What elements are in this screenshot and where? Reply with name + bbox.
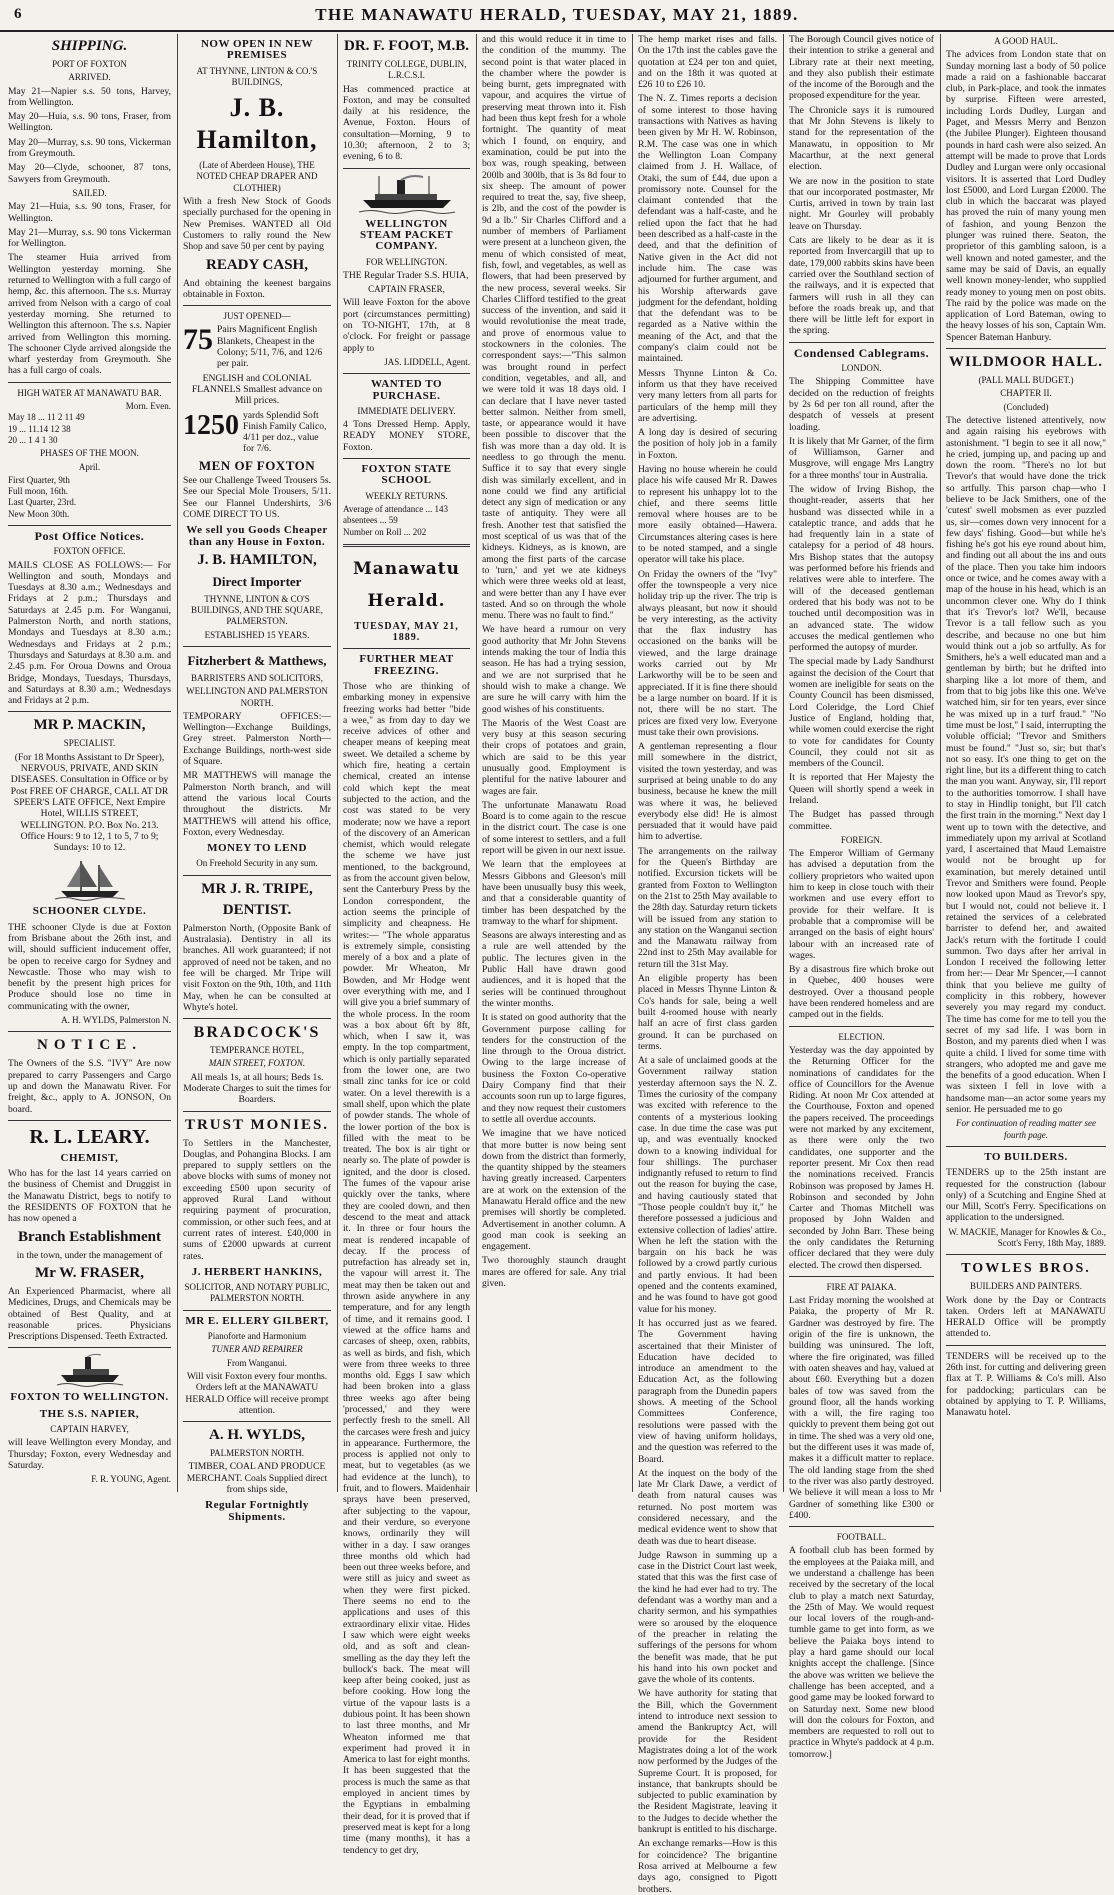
wylds-sub: PALMERSTON NORTH. bbox=[210, 1448, 304, 1459]
news-paragraph: The arrangements on the railway for the Queen's Birthday are notified. Excursion tickets will be granted from Foxton to Wellington on the 21st to 25th May available to the 28th day. Saturday return tickets will be issued from any station to any station on the Wanganui section and the Manawatu railway from 22nd inst to 25th May available for return till the 31st May. bbox=[638, 845, 777, 970]
column-7 bbox=[946, 34, 1106, 1492]
fitzherbert-sub: BARRISTERS AND SOLICITORS, bbox=[190, 672, 324, 683]
shipping-note: The steamer Huia arrived from Wellington yesterday morning. She returned to Wellington with a full cargo of hemp, &c. this afternoon. The s.s. Murray arrived from Nelson with a cargo of coal yesterday morning. She returned to Wellington this afternoon. The s.s. Napier arrived from Wellington this morning. The schooner Clyde arrived alongside the wharf yesterday from Greymouth. She has a full cargo of coals. bbox=[8, 252, 171, 377]
hankins-sub: SOLICITOR, AND NOTARY PUBLIC, PALMERSTON NORTH. bbox=[184, 1282, 330, 1304]
football-heading: FOOTBALL. bbox=[836, 1532, 887, 1543]
cable-paragraph: The widow of Irving Bishop, the thought-reader, asserts that her husband was dissected while in a cataleptic trance, and adds that he had frequently lain in a state of catalepsy for a period of 48 hours. Mrs Bishop states that the autopsy was performed before his friends and relatives were able to interfere. The will of the deceased gentleman ordered that his body was not to be touched until decomposition was in an advanced state. The widow accuses the medical gentlemen who performed the autopsy of murder. bbox=[789, 483, 934, 654]
news-paragraph: A gentleman representing a flour mill somewhere in the district, visited the town yesterday, and was surprised at being unable to do any business, because he knew the mill was where it was, he believed everybody else did! He is almost persuaded that it would have paid him to advertise. bbox=[638, 741, 777, 843]
hamilton-name: J. B. Hamilton, bbox=[196, 93, 318, 155]
steamer-icon bbox=[57, 1353, 123, 1387]
cable-paragraph: It is likely that Mr Garner, of the firm of Williamson, Garner and Musgrove, will engage Mrs Langtry for a three months' tour in Australia. bbox=[789, 435, 934, 481]
high-water-heading: HIGH WATER AT MANAWATU BAR. bbox=[17, 387, 162, 398]
school-heading: FOXTON STATE SCHOOL bbox=[361, 463, 452, 487]
builders-heading: TO BUILDERS. bbox=[984, 1150, 1068, 1163]
gilbert-tuner: TUNER AND REPAIRER bbox=[211, 1344, 303, 1355]
bradcock-text: All meals 1s, at all hours; Beds 1s. Moderate Charges to suit the times for Boarders. bbox=[183, 1071, 331, 1106]
arrival-line: May 20—Huia, s.s. 90 tons, Fraser, from Wellington. bbox=[8, 111, 171, 134]
herald-dateline: TUESDAY, MAY 21, 1889. bbox=[354, 620, 459, 644]
post-office-heading: Post Office Notices. bbox=[34, 528, 145, 543]
wylds-text: TIMBER, COAL AND PRODUCE MERCHANT. Coals Supplied direct from ships side, bbox=[186, 1461, 328, 1496]
open-heading: NOW OPEN IN NEW PREMISES bbox=[200, 38, 314, 62]
meat-article-cont: and this would reduce it in time to the condition of the mummy. The second point is that water placed in the chamber where the powder is being burnt, gets impregnated with vapour, and acquires the virtue of preserving meat thrown into it. Fish had been thus kept fresh for a whole fortnight. The quantity of meat which I found, on enquiry, and examination, could be put into the box was, rough speaking, between 200lb and 300lb, that is 3s 8d four to six sheep. The amount of power required to treat the, say, five sheep, is 2lb, and the cost of the powder is 9d a lb." Sir Charles Clifford and a number of members of Parliament were present at a luncheon given, the menu of which consisted of meat, fish, fowl, and vegetables, as well as flowers, that had been preserved by the new process, several weeks. Sir Charles Clifford testified to the great success of the invention, and said it would revolutionise the meat trade, and prove of enormous value to stockowners in the colonies. The correspondent says:—"This salmon was brought round in perfect condition, vegetables, and all, and we were told it was 18 days old. I can declare that I have never tasted better salmon. Neither from smell, taste, or appearance would it have been possible to discover that the fish was more than a day old. It is needless to go through the menu. Suffice it to say that every single dish was similarly excellent, and in none could we find any artificial detect any sign of medication or any taste of antiquity. They were all fresh. Another test that satisfied the most sceptical of us was that of the kidneys. Kidneys, as is known, are among the first parts of the carcase to 'turn,' and yet we ate kidneys which were three weeks old at least, and were better than any I have ever tasted. And so on through the whole menu. There was no fault to find." bbox=[482, 34, 626, 622]
news-paragraph: Judge Rawson in summing up a case in the District Court last week, stated that this was the first case of the kind he had ever had to try. The defendant was a worthy man and a charity sermon, and his sympathies were so aroused by the eloquence of the preacher in relating the sufferings of the persons for whom the benefit was made, that he put his hand into his own pocket and gave the whole of its contents. bbox=[638, 1549, 777, 1686]
men-heading: MEN OF FOXTON bbox=[198, 457, 316, 473]
news-paragraph: The Maoris of the West Coast are very busy at this season securing their crops of potatoes and grain, which are said to be this year unusually good. Employment is plentiful for the native labourer and wages are fair. bbox=[482, 717, 626, 797]
cable-paragraph: By a disastrous fire which broke out in Quebec, 400 houses were destroyed. Over a thousand people have been rendered homeless and are camped out in the fields. bbox=[789, 964, 934, 1021]
divider bbox=[946, 348, 1106, 349]
napier-signature: F. R. YOUNG, Agent. bbox=[91, 1474, 171, 1485]
mackin-name: MR P. MACKIN, bbox=[33, 717, 146, 734]
gilbert-name: MR E. ELLERY GILBERT, bbox=[185, 1314, 329, 1327]
leary-text: Who has for the last 14 years carried on the business of Chemist and Druggist in the Manawatu District, begs to notify to the RESIDENTS OF FOXTON that he has now opened a bbox=[8, 1168, 171, 1225]
news-paragraph: Two thoroughly staunch draught mares are offered for sale. Any trial given. bbox=[482, 1255, 626, 1290]
wsp-for: FOR WELLINGTON. bbox=[365, 256, 448, 267]
blankets-text: Pairs Magnificent English Blankets, Cheapest in the Colony; 5/11, 7/6, and 12/6 per pair. bbox=[217, 324, 323, 370]
news-paragraph: Cats are likely to be dear as it is reported from Invercargill that up to date, 179,000 rabbits skins have been carried over the Southland section of the railways, and it is expected that farmers will rush in all they can before the roads break up, and that there will be little left for export in the spring. bbox=[789, 235, 934, 337]
trust-text: To Settlers in the Manchester, Douglas, and Pohangina Blocks. I am prepared to supply settlers on the above blocks with sums of money not exceeding £500 upon security of approved Rural Land without requiring payment of procuration, commission, or other such fees, and at current rates of interest. £40,000 in sums of £2000 upwards at current rates. bbox=[183, 1137, 331, 1262]
trust-heading: TRUST MONIES. bbox=[184, 1116, 330, 1133]
tenders-text: TENDERS will be received up to the 26th inst. for cutting and delivering green flax at T. P. Williams & Co's mill. Also for paddocking; particulars can be obtained by applying to T. P. Williams, Manawatu hotel. bbox=[946, 1350, 1106, 1419]
foot-text: Has commenced practice at Foxton, and may be consulted daily at his residence, the Avenue, Foxton. Hours of consultation—Morning, 9 to 10.30; afternoon, 2 to 3; evening, 6 to 8. bbox=[343, 83, 470, 163]
cablegrams-heading: Condensed Cablegrams. bbox=[793, 345, 930, 360]
napier-heading: FOXTON TO WELLINGTON. bbox=[10, 1391, 169, 1404]
column-1 bbox=[8, 34, 171, 1492]
sailing-line: May 21—Huia, s.s. 90 tons, Fraser, for Wellington. bbox=[8, 201, 171, 224]
divider bbox=[183, 1310, 331, 1311]
arrival-line: May 20—Murray, s.s. 90 tons, Vickerman from Greymouth. bbox=[8, 136, 171, 160]
moon-phase: First Quarter, 9th bbox=[8, 474, 70, 485]
sell-text: We sell you Goods Cheaper than any House in Foxton. bbox=[186, 524, 328, 548]
hamilton-address: THYNNE, LINTON & CO'S BUILDINGS, AND THE SQUARE, PALMERSTON. bbox=[190, 593, 324, 627]
column-5 bbox=[638, 34, 777, 1895]
news-paragraph: Seasons are always interesting and as a rule are well attended by the public. The lectures given in the Public Hall have drawn good audiences, and it is hoped that the series will be continued throughout the winter months. bbox=[482, 930, 626, 1009]
moon-phase: New Moon 30th. bbox=[8, 508, 70, 519]
haul-heading: A GOOD HAUL. bbox=[994, 36, 1058, 46]
news-paragraph: We learn that the employees at Messrs Gibbons and Gleeson's mill have been unusually busy this week, and that a considerable quantity of timber has been despatched by the tramway to the wharf for shipment. bbox=[482, 859, 626, 927]
divider bbox=[343, 458, 470, 459]
calico-text: yards Splendid Soft Finish Family Calico, 4/11 per doz., value for 7/6. bbox=[243, 409, 327, 455]
divider bbox=[789, 1026, 934, 1027]
clyde-heading: SCHOONER CLYDE. bbox=[32, 905, 147, 918]
men-text: See our Challenge Tweed Trousers 5s. See our Special Mole Trousers, 5/11. See our Flannel Undershirts, 3/6 COME DIRECT TO US. bbox=[183, 475, 331, 520]
herald-nameplate: Manawatu Herald. bbox=[352, 558, 461, 611]
towles-heading: TOWLES BROS. bbox=[961, 1261, 1091, 1277]
divider bbox=[343, 648, 470, 649]
divider bbox=[8, 382, 171, 383]
builders-signature: W. MACKIE, Manager for Knowles & Co., Scott's Ferry, 18th May, 1889. bbox=[948, 1226, 1106, 1248]
cable-paragraph: The special made by Lady Sandhurst against the decision of the Court that women are ineligible for seats on the County Council has been dismissed, Lord Coleridge, the Lord Chief Justice of England, holding that, while women could exercise the right to vote for candidates for County Council, they could not sit as members of the Council. bbox=[789, 656, 934, 770]
news-paragraph: We have authority for stating that the Bill, which the Government intend to introduce next session to amend the Bankruptcy Act, will provide for the Resident Magistrates doing a lot of the work now performed by the Judges of the Supreme Court. It is proposed, for instance, that bankrupts should be subjected to public examination by the Resident Magistrate, leaving it to the Judges to decide whether the bankrupt is entitled to his discharge. bbox=[638, 1688, 777, 1836]
divider bbox=[8, 1120, 171, 1121]
news-paragraph: The Borough Council gives notice of their intention to strike a general and Library rate at their next meeting, and they also publish their estimate of the income of the Borough and the proposed expenditure for the year. bbox=[789, 34, 934, 102]
clyde-signature: A. H. WYLDS, Palmerston N. bbox=[61, 1015, 171, 1026]
cable-paragraph: The Shipping Committee have decided on the reduction of freights by 2s 6d per ton all round, after the despatch of vessels at present loading. bbox=[789, 376, 934, 433]
foot-sub: TRINITY COLLEGE, DUBLIN, L.R.C.S.I. bbox=[346, 59, 467, 81]
wildmoor-concluded: (Concluded) bbox=[1003, 401, 1049, 412]
arrival-line: May 21—Napier s.s. 50 tons, Harvey, from Wellington. bbox=[8, 85, 171, 108]
news-paragraph: We imagine that we have noticed that more butter is now being sent down from the district than formerly, the quantity shipped by the steamers having greatly increased. Carpenters are at work on the extension of the Manawatu Herald office and the new premises will shortly be completed. Advertisement in another column. A good man cook is seeking an engagement. bbox=[482, 1128, 626, 1253]
column-6 bbox=[789, 34, 934, 1760]
news-paragraph: The Chronicle says it is rumoured that Mr John Stevens is likely to stand for the representation of the Manawatu, in opposition to Mr Macarthur, at the next general election. bbox=[789, 104, 934, 173]
foot-name: DR. F. FOOT, M.B. bbox=[343, 38, 469, 54]
divider bbox=[946, 1254, 1106, 1255]
wanted-sub: IMMEDIATE DELIVERY. bbox=[357, 405, 456, 416]
wsp-text: THE Regular Trader S.S. HUIA, bbox=[343, 269, 469, 281]
established-label: ESTABLISHED 15 YEARS. bbox=[204, 629, 310, 640]
tide-row: 20 ... 1 4 1 30 bbox=[8, 434, 58, 445]
money-sub: On Freehold Security in any sum. bbox=[196, 858, 318, 869]
divider bbox=[8, 711, 171, 712]
wildmoor-heading: WILDMOOR HALL. bbox=[948, 354, 1103, 371]
ivy-heading: NOTICE. bbox=[37, 1037, 142, 1054]
leary-text-3: An Experienced Pharmacist, where all Medicines, Drugs, and Chemicals may be obtained of Best Quality, and at reasonable prices. Physicians Prescriptions Dispensed. Teeth Extracted. bbox=[8, 1285, 171, 1343]
divider bbox=[183, 875, 331, 876]
hankins-name: J. HERBERT HANKINS, bbox=[191, 1265, 323, 1278]
fitzherbert-address: WELLINGTON AND PALMERSTON NORTH. bbox=[186, 686, 328, 708]
column-2 bbox=[183, 34, 331, 1523]
column-rule bbox=[783, 34, 784, 1492]
divider bbox=[183, 1421, 331, 1422]
column-rule bbox=[476, 34, 477, 1492]
calico-count: 1250 bbox=[183, 409, 239, 441]
divider bbox=[183, 305, 331, 306]
leary-text-2: in the town, under the management of bbox=[16, 1249, 163, 1261]
divider bbox=[8, 1031, 171, 1032]
cable-paragraph: The Budget has passed through committee. bbox=[789, 809, 934, 832]
column-3 bbox=[343, 34, 470, 1856]
wsp-captain: CAPTAIN FRASER, bbox=[368, 284, 445, 295]
masthead-title: THE MANAWATU HERALD, TUESDAY, MAY 21, 1889. bbox=[315, 5, 799, 24]
divider bbox=[946, 1345, 1106, 1346]
divider bbox=[8, 1347, 171, 1348]
bradcock-name: BRADCOCK'S bbox=[193, 1024, 321, 1042]
moon-phase: Last Quarter, 23rd. bbox=[8, 497, 77, 508]
towles-text: Work done by the Day or Contracts taken. Orders left at MANAWATU HERALD Office will be promptly attended to. bbox=[946, 1294, 1106, 1340]
napier-captain: CAPTAIN HARVEY, bbox=[50, 1424, 129, 1435]
ivy-text: The Owners of the S.S. "IVY" Are now prepared to carry Passengers and Cargo up and down the Manawatu River. For freight, &c., apply to A. JONSON, On board. bbox=[8, 1058, 171, 1115]
wsp-signature: JAS. LIDDELL, Agent. bbox=[384, 356, 470, 367]
open-sub: AT THYNNE, LINTON & CO.'S BUILDINGS, bbox=[196, 65, 318, 87]
column-rule bbox=[940, 34, 941, 1492]
divider bbox=[789, 342, 934, 343]
school-row: Number on Roll ... 202 bbox=[343, 526, 427, 537]
wsp-text-2: Will leave Foxton for the above port (circumstances permitting) on TO-NIGHT, 17th, at 8 o'clock. For freight or passage apply to bbox=[343, 297, 470, 354]
divider bbox=[343, 373, 470, 374]
cable-paragraph: The Emperor William of Germany has advised a deputation from the colliery proprietors who waited upon him to keep in close touch with their workmen and use every effort to provide for their welfare. It is probable that a compromise will be arranged on the basis of eight hours' labour with an increased rate of wages. bbox=[789, 848, 934, 961]
builders-text: TENDERS up to the 25th instant are requested for the construction (labour only) of a Scutching and Engine Shed at our Mill, Scott's Ferry. Specifications on application to the undersigned. bbox=[946, 1167, 1106, 1224]
news-paragraph: A long day is desired of securing the position of holy job in a family in Foxton. bbox=[638, 427, 777, 461]
election-text: Yesterday was the day appointed by the Returning Officer for the nominations of candidates for the office of Councillors for the Avenue Riding. At noon Mr Cox attended at the Courthouse, Foxton and opened the papers received. The proceedings were not marked by any excitement, as there were only the two candidates, one supporter and the reporter present. Mr Cox then read the nominations received. Francis Robinson was proposed by James H. Robinson and seconded by John Carter and Thomas Mitchell was proposed by John Walden and seconded by John Barr. These being the only candidates the Returning officer declared that they were duly elected. The crowd then dispersed. bbox=[789, 1044, 934, 1271]
bradcock-sub: TEMPERANCE HOTEL, bbox=[210, 1045, 304, 1056]
mackin-sub: SPECIALIST. bbox=[63, 738, 116, 749]
news-paragraph: Messrs Thynne Linton & Co. inform us that they have received very many letters from all parts for particulars of the hemp mill they are advertising. bbox=[638, 367, 777, 424]
news-paragraph: We are now in the position to state that our incorporated postmaster, Mr Curtis, arrived in town by train last night. Mr Gourley will probably leave on Thursday. bbox=[789, 175, 934, 232]
moon-heading: PHASES OF THE MOON. bbox=[40, 448, 139, 459]
school-row: Average of attendance ... 143 bbox=[343, 503, 449, 514]
tide-row: 19 ... 11.14 12 38 bbox=[8, 423, 71, 434]
divider bbox=[343, 168, 470, 169]
news-paragraph: It has occurred just as we feared. The Government having ascertained that their Minister of Education have decided to introduce an amendment to the Education Act, as the following paragraph from the Dunedin papers shows. A meeting of the School Committees Conference, resolutions were passed with the view of having uniform holidays, and the question was referred to the Board. bbox=[638, 1317, 777, 1465]
arrived-heading: ARRIVED. bbox=[68, 72, 111, 83]
news-paragraph: On Friday the owners of the "Ivy" offer the townspeople a very nice holiday trip up the river. The trip is always pleasant, but now it should be very interesting, as the activity that the flax industry has occasioned on the banks will be viewed, and the large drainage works carried out by Mr Larkworthy will be to be seen and appreciated. If it is fine there should be a large number on board. If it is not, there will be no start. The prices are fixed very low. Everyone must take their own provisions. bbox=[638, 568, 777, 738]
flannels-text: ENGLISH and COLONIAL FLANNELS Smallest advance on Mill prices. bbox=[191, 372, 323, 407]
news-paragraph: An exchange remarks—How is this for coincidence? The brigantine Rosa arrived at Melbourne a few days ago, consigned to Pigott brothers. bbox=[638, 1838, 777, 1895]
gilbert-text: Will visit Foxton every four months. Orders left at the MANAWATU HERALD Office will receive prompt attention. bbox=[185, 1370, 329, 1416]
hamilton-name-2: J. B. HAMILTON, bbox=[197, 551, 317, 568]
leary-branch: Branch Establishment bbox=[18, 1228, 161, 1245]
news-paragraph: The N. Z. Times reports a decision of some interest to those having transactions with Natives as having been given by Mr H. W. Robinson, R.M. The case was one in which the Wellington Loan Company claimed from J. H. Wallace, of Otaki, the sum of £44, due upon a promissory note. Counsel for the claimant contended that the defendant was a half-caste, and he relied upon the fact that he had been described as a half-caste in the deed, and that the definition of Native given in the Act did not include him. The case was adjourned for further argument, and his Worship afterwards gave judgment for the defendant, holding that the defendant was to be regarded as a Native within the meaning of the Act, and that the company's claim could not be maintained. bbox=[638, 93, 777, 365]
news-paragraph: The unfortunate Manawatu Road Board is to come again to the rescue in the district court. The case is one of some interest to settlers, and a full report will be given in our next issue. bbox=[482, 799, 626, 857]
wildmoor-source: (PALL MALL BUDGET.) bbox=[978, 375, 1074, 386]
fitzherbert-text: TEMPORARY OFFICES:— Wellington—Exchange Buildings, Grey street. Palmerston North—Exchange Buildings, north-west side of Square. bbox=[183, 710, 331, 768]
post-office-text: MAILS CLOSE AS FOLLOWS:— For Wellington and south, Mondays and Tuesdays at 8.30 a.m.; Wednesdays and Fridays at 2 p.m.; Thursdays and Saturdays at 2.45 p.m. For Wanganui, Palmerston North, and north stations, Mondays and Tuesdays at 8.30 a.m.; Wednesdays and Fridays at 2 p.m.; Thursdays and Saturdays at 8.30 a.m. and 2.45 p.m. For Oroua Downs and Oroua Bridge, Mondays, Tuesdays, Thursdays, and Saturdays at 8.30 a.m.; Wednesdays and Fridays at 2 p.m. bbox=[8, 559, 171, 707]
hamilton-text-2: And obtaining the keenest bargains obtainable in Foxton. bbox=[183, 277, 331, 300]
tide-header: Morn. Even. bbox=[125, 401, 171, 412]
blankets-count: 75 bbox=[183, 323, 213, 357]
gilbert-sub: Pianoforte and Harmonium bbox=[207, 1331, 307, 1342]
leary-manager: Mr W. FRASER, bbox=[35, 1264, 144, 1281]
wsp-heading: WELLINGTON STEAM PACKET COMPANY. bbox=[360, 217, 453, 253]
divider bbox=[946, 1146, 1106, 1147]
money-heading: MONEY TO LEND bbox=[207, 842, 307, 855]
mackin-text: (For 18 Months Assistant to Dr Speer), NERVOUS, PRIVATE, AND SKIN DISEASES. Consultation in Office or by Post FREE OF CHARGE, CALL AT DR SPEER'S LATE OFFICE, Next Empire Hotel, WILLIS STREET, WELLINGTON. P.O. Box No. 213. Office Hours: 9 to 12, 1 to 5, 7 to 9; Sundays: 10 to 12. bbox=[10, 751, 169, 854]
gilbert-from: From Wanganui. bbox=[226, 1357, 288, 1368]
fitzherbert-name: Fitzherbert & Matthews, bbox=[187, 652, 327, 668]
importer-label: Direct Importer bbox=[212, 573, 302, 589]
blankets-ad bbox=[183, 324, 331, 369]
wildmoor-story: The detective listened attentively, now and again raising his eyebrows with astonishment. "I begin to see it all now," he cried, jumping up, and pacing up and down the room. "There's no lot but Trevor's that would have done the trick so artfully. This parson chap—who I believe to be Jack Smithers, one of the 'cutest' swell mobsmen as ever puzzled us, sir—comes down very innocent for a few days' fishing. Good—but while he's fishing he's got his eye round about him, and finding out all about the ins and outs of the place. Then you take him indoors once or twice, and he comes away with a map of the house in his head, which is an uncommon clever one. Why do I think that it's Trevor's lot? We'll, because Trevor is a tall fellow such as you describe, and because no one but him would think out a job so artfully. As for Smithers, he's a well educated man and a gentleman by birth; but he drifted into sharping like a lot more of them, and from that to big jobs like this one. We've watched him, sir for ten years, ever since he was mixed up in a turf fraud." "No time must be lost," I said, interrupting the voluble official; "Trevor and Smithers must be found." "Just so, sir; but that's not so easy. It's one thing to get on the right line, but its a different thing to catch the man you want. Anyway, sir, I'll report to the authorities tomorrow. I shall have to stay in Hindlip tonight, but I'll catch the first train in the morning." Next day I went up to town with the detective, and immediately upon my arrival at Scotland yard, I ascertained that Maud Lemaistre would not be brought up for examination, but merely detained until Trevor and Smithers were found. People now looked upon Maud as Trevor's spy, but I would not, could not believe it. I retained the services of a celebrated barrister to defend her, and awaited Jack's return with the fortitude I could summon. Two days after her arrival in London I received the following letter from her:— Dear Mr Spencer,—I cannot think that you believe me guilty of complicity in this robbery, however severely you may regard my conduct. The time has come for me to tell you the secret of my sad life. I was born in Boston, and my parents died when I was quite a child. I lived for some time with strangers, who adopted me and gave me the benefits of a good education. When I was sixteen I fell in love with a handsome man—an actor some years my senior. He persuaded me to go bbox=[946, 414, 1106, 1116]
election-heading: ELECTION. bbox=[838, 1031, 885, 1042]
column-rule bbox=[177, 34, 178, 1492]
post-office-sub: FOXTON OFFICE. bbox=[53, 546, 126, 557]
london-heading: LONDON. bbox=[841, 363, 882, 374]
leary-sub: CHEMIST, bbox=[60, 1151, 119, 1164]
football-text: A football club has been formed by the employees at the Paiaka mill, and we understand a challenge has been received by the secretary of the local club to play a match next Saturday, the 25th of May. We would request our local lovers of the rough-and-tumble game to get into form, as we believe the Paiaka boys intend to play a hard game should our local knights accept the challenge. [Since the above was written we believe the challenge has been accepted, and a good game may be looked forward to on Saturday next. Some new blood will don the colours for Foxton, and members are requested to roll out to practice in Whyte's paddock at 4 p.m. tomorrow.] bbox=[789, 1545, 934, 1760]
fire-text: Last Friday morning the woolshed at Paiaka, the property of Mr R. Gardner was destroyed by fire. The origin of the fire is unknown, the building was uninsured. The loft, where the fire originated, was filled with oaten sheaves and hay, valued at about £60. Everything but a dozen bales of tow was saved from the ground floor, all the hands working with a will, the fire raging too quickly to prevent them being got out in time. The shed was a very old one, but the different uses it was made of, makes it a difficult matter to replace. The old landing stage from the shed to the river was also partly destroyed. We believe it will mean a loss to Mr Gardner of something like £300 or £400. bbox=[789, 1295, 934, 1521]
clyde-text: THE schooner Clyde is due at Foxton from Brisbane about the 26th inst, and will, should sufficient inducement offer, be open to receive cargo for Sydney and Newcastle. Those who may wish to benefit by the present high prices for Produce should lose no time in communicating with the owner, bbox=[8, 921, 171, 1012]
column-4 bbox=[482, 34, 626, 1492]
sailed-heading: SAILED. bbox=[72, 187, 107, 198]
divider bbox=[789, 1276, 934, 1277]
wanted-heading: WANTED TO PURCHASE. bbox=[370, 378, 443, 402]
divider bbox=[183, 1111, 331, 1112]
ready-cash: READY CASH, bbox=[206, 256, 308, 273]
news-paragraph: We have heard a rumour on very good authority that Mr John Stevens intends making the tour of India this season. He has had a trying session, and we are not surprised that he should wish to make a change. We are sure he will carry with him the good wishes of his constituents. bbox=[482, 624, 626, 715]
divider bbox=[183, 1018, 331, 1019]
masthead bbox=[0, 0, 1114, 32]
divider bbox=[789, 1526, 934, 1527]
divider bbox=[8, 525, 171, 526]
hamilton-sub: (Late of Aberdeen House), THE NOTED CHEAP DRAPER AND CLOTHIER) bbox=[196, 160, 318, 193]
news-paragraph: It is stated on good authority that the Government purpose calling for tenders for the construction of the line through to the Oroua district. Owing to the large increase of business the Foxton Co-operative Dairy Company find that their accounts soon run up to large figures, and they now request their customers to settle all overdue accounts. bbox=[482, 1012, 626, 1125]
foreign-heading: FOREIGN. bbox=[840, 834, 883, 845]
school-row: absentees ... 59 bbox=[343, 515, 398, 526]
napier-name: THE S.S. NAPIER, bbox=[39, 1407, 140, 1420]
tide-row: May 18 ... 11 2 11 49 bbox=[8, 412, 85, 423]
napier-text: will leave Wellington every Monday, and Thursday; Foxton, every Wednesday and Saturday. bbox=[8, 1437, 171, 1471]
matthews-text: MR MATTHEWS will manage the Palmerston North branch, and will attend the various local Courts throughout the districts. Mr MATTHEWS will attend his office, Foxton, every Wednesday. bbox=[183, 770, 331, 838]
news-paragraph: At a sale of unclaimed goods at the Government railway station yesterday afternoon says the N. Z. Times the curiosity of the company was excited with reference to the contents of a mysterious looking case. In due time the case was put up, and was eventually knocked down to a knowing individual for four shillings. The purchaser indignantly refused to return to find out the reason for buying the case, and having cautiously stated that "Those people couldn't buy it," he therefore possessed a judicious and extensive collection of ladies' attire. When he left the station with the bargain on his back he was followed by a crowd partly curious and partly envious. It had been opened and the contents examined, and he was found to have got good value for his money. bbox=[638, 1055, 777, 1315]
arrival-line: May 20—Clyde, schooner, 87 tons, Sawyers from Greymouth. bbox=[8, 162, 171, 185]
meat-article: Those who are thinking of embarking money in expensive freezing works had better "bide a wee," as from day to day we receive advices of other and cheaper means of keeping meat sweet. We detailed a scheme by which fire, heating a certain chemical, created an intense cold which kept the meat subjected to the action, and the cost was stated to be very moderate; now we have a report of the discovery of an American chemist, which would relegate the scheme we have just mentioned, to the background, as from the account given below, sent the Canterbury Press by the London correspondent, the action seems the principle of simplicity and cheapness. He writes:— "The whole apparatus is extremely simple, consisting merely of a box and a plate of powder. Mr Wheaton, Mr Bowden, and Mr Hodge went over everything with me, and I will give you a brief summary of the whole process. In the room was a box about 6ft by 8ft, which, when I saw it, was empty. In the top compartment, which is only partially separated from the lower one, are two small zinc tanks for ice or cold water. On a level therewith is a small shelf, upon which the plate of powder stands. The whole of the lower portion of the box is filled with the meat to be treated. The box is air tight or nearly so. The plate of powder is ignited, and the door is closed. The fumes of the vapour arise quickly over the tanks, where they are cooled down, and then descend to the meat and attack it. In three or four hours the meat is rendered incapable of decay. If the process of putrefaction has already set in, the vapour will arrest it. The meat may then be taken out and thrown aside anywhere in any temperature, and for any length of time, and it remains good. I viewed at the office hams and carcases of sheep, oxen, rabbits, as well as birds, and fish, which were from three weeks to three months old. Eggs I saw which had been broken into a glass three weeks ago after being 'processed,' and they were perfectly fresh to the smell. All the carcases were fresh and juicy in appearance. Furthermore, the process is applied not only to meat, but to vegetables (as we had evidence at the lunch), to fruit, and to flowers. Maidenhair sprays have been preserved, after subjecting to the vapour, and their verdure, so everyone knows, ordinarily they will wither in a day. I saw oranges three months old which had been out three weeks before, and were still as juicy and sweet as when they were first picked. There seems no end to the applications and uses of this extraordinary elixir vitae. Hides I saw which were eight weeks old, and as soft and clean-smelling as the day they left the bullock's back. The meat will keep after being cooked, just as before cooking. How long the virtue of the vapour lasts is a dubious point. It has been shown to last three months, and Mr Wheaton informed me that experiment had proved it in America to last for eight months. It has been suggested that the process is much the same as that employed in ancient times by the Egyptians in embalming their dead, for it is proved that if preserved meat is kept for a long time (many months), it has a tendency to get dry, bbox=[343, 680, 470, 1856]
tripe-name: MR J. R. TRIPE, bbox=[201, 880, 313, 897]
page-number: 6 bbox=[14, 6, 22, 22]
leary-name: R. L. LEARY. bbox=[29, 1125, 150, 1148]
school-sub: WEEKLY RETURNS. bbox=[365, 490, 448, 501]
wylds-name: A. H. WYLDS, bbox=[209, 1427, 305, 1444]
fire-heading: FIRE AT PAIAKA. bbox=[826, 1281, 897, 1292]
tripe-sub: DENTIST. bbox=[222, 901, 292, 918]
tripe-text: Palmerston North, (Opposite Bank of Australasia). Dentistry in all its branches. All work guaranteed; if not approved of need not be taken, and no fee will be charged. Mr Tripe will visit Foxton on the 9th, 10th, and 11th May, when he can be consulted at Whyte's hotel. bbox=[183, 922, 331, 1013]
news-paragraph: The hemp market rises and falls. On the 17th inst the cables gave the quotation at £24 per ton and quiet, and on the 18th it was quoted at £26 10 to £26 10. bbox=[638, 34, 777, 91]
just-opened: JUST OPENED— bbox=[223, 311, 291, 322]
news-paragraph: An eligible property has been placed in Messrs Thynne Linton & Co's hands for sale, being a well built 4-roomed house with nearly half an acre of first class garden ground. It can be purchased on terms. bbox=[638, 973, 777, 1052]
continuation-note: For continuation of reading matter see fourth page. bbox=[956, 1118, 1096, 1140]
port-heading: PORT OF FOXTON bbox=[52, 59, 127, 69]
moon-phase: Full moon, 16th. bbox=[8, 486, 69, 497]
towles-sub: BUILDERS AND PAINTERS. bbox=[970, 1281, 1082, 1292]
wylds-shipments: Regular Fortnightly Shipments. bbox=[205, 1499, 309, 1523]
cable-paragraph: It is reported that Her Majesty the Queen will shortly spend a week in Ireland. bbox=[789, 772, 934, 806]
schooner-icon bbox=[55, 857, 125, 901]
bradcock-address: MAIN STREET, FOXTON. bbox=[208, 1058, 306, 1069]
steamship-icon bbox=[359, 174, 455, 214]
sailing-line: May 21—Murray, s.s. 90 tons Vickerman for Wellington. bbox=[8, 226, 171, 250]
divider bbox=[183, 646, 331, 647]
hamilton-text: With a fresh New Stock of Goods specially purchased for the opening in New Premises. WANTED all Old Customers to rally round the New Shop and save 50 per cent by paying bbox=[183, 196, 331, 253]
calico-ad bbox=[183, 410, 331, 455]
column-rule bbox=[632, 34, 633, 1492]
column-rule bbox=[337, 34, 338, 1492]
divider bbox=[343, 544, 470, 547]
wanted-text: 4 Tons Dressed Hemp. Apply, READY MONEY STORE, Foxton. bbox=[343, 419, 470, 453]
news-paragraph: At the inquest on the body of the late Mr Clark Dawe, a verdict of death from natural causes was returned. No post mortem was considered necessary, and the medical evidence went to show that death was due to heart disease. bbox=[638, 1467, 777, 1547]
meat-heading: FURTHER MEAT FREEZING. bbox=[359, 653, 454, 677]
month-label: April. bbox=[78, 461, 101, 472]
news-paragraph: Having no house wherein he could place his wife caused Mr R. Dawes to represent his unhappy lot to the chief, and there seems little removal where houses are to be more easily obtained—Hawera. Circumstances altering cases is here to be noted stamped, and a single operator will take his place. bbox=[638, 463, 777, 566]
haul-text: The advices from London state that on Sunday morning last a body of 50 police made a raid on a fashionable baccarat club, in Park-place, and took the inmates by surprise. Fifteen were arrested, including Lords Dudley, Lurgan and Paget, and Messrs Merry and Benzon (the Jubilee Plunger). Eighteen thousand pounds in hard cash were also seized. An attempt will be made to prove that Lords Dudley and Lurgan were only occasional visitors. It is asserted that Lord Dudley lost £5000, and Lord Lurgan £2000. The club in which the baccarat was played has proved the ruin of many young men of fashion, and young Benzon the plunger was ruined there. Seaton, the proprietor of this gambling saloon, is a well known and noted gamester, and the same may be said of Davis, an equally well known money-lender, who supplied ready money to young men on post obits. The raid by the police was made on the application of Lord Bateman, owing to the heavy losses of his son, Captain Wm. Spencer Bateman Hanbury. bbox=[946, 49, 1106, 343]
wildmoor-chapter: CHAPTER II. bbox=[1000, 388, 1052, 399]
shipping-heading: SHIPPING. bbox=[51, 38, 128, 54]
